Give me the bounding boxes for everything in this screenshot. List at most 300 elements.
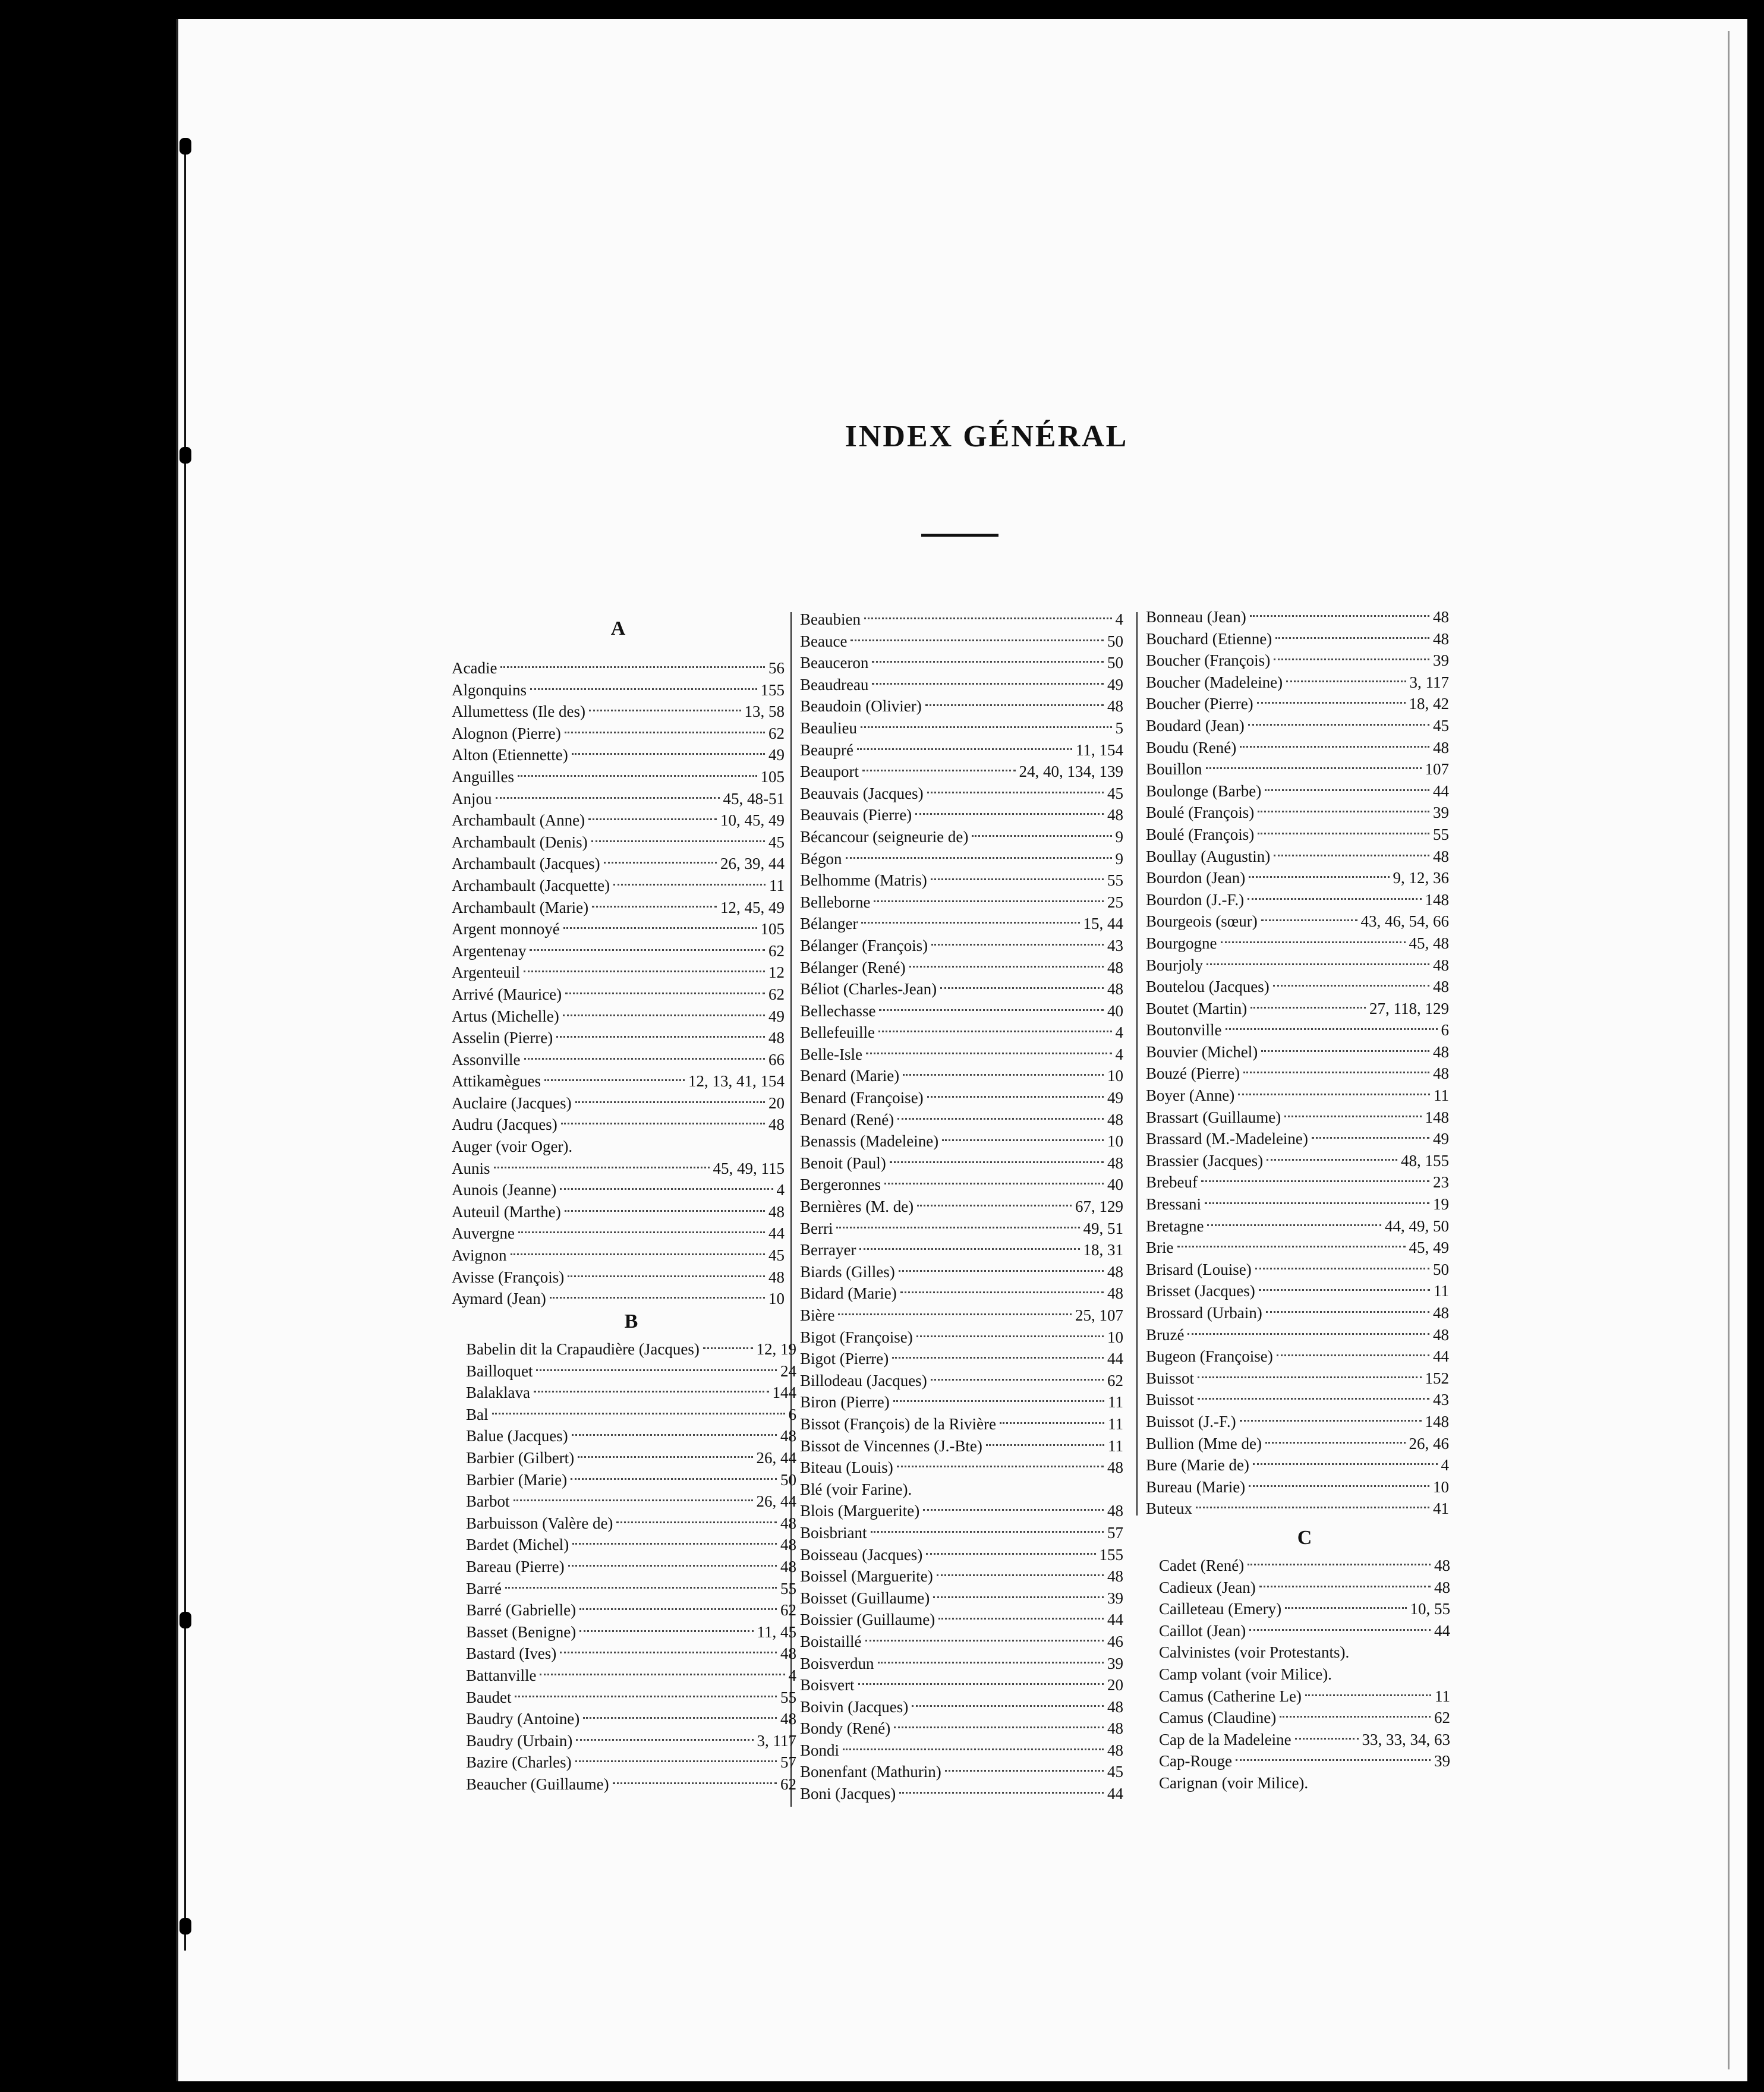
entry-name: Berrayer xyxy=(800,1241,856,1259)
entry-pages: 48 xyxy=(768,1202,785,1221)
entry-name: Bissot de Vincennes (J.-Bte) xyxy=(800,1436,982,1455)
index-entry xyxy=(452,723,785,745)
dot-leader xyxy=(1261,1050,1429,1052)
entry-name: Benard (Marie) xyxy=(800,1067,900,1085)
dot-leader xyxy=(556,1036,765,1038)
entry-name: Boutet (Martin) xyxy=(1146,999,1248,1017)
dot-leader xyxy=(858,1683,1104,1685)
entry-name: Buissot xyxy=(1146,1369,1195,1387)
entry-pages: 50 xyxy=(1107,632,1123,650)
entry-name: Auclaire (Jacques) xyxy=(452,1094,572,1112)
dot-leader xyxy=(616,1521,777,1523)
entry-name: Argenteuil xyxy=(452,963,520,982)
entry-name: Bastard (Ives) xyxy=(466,1644,557,1663)
entry-name: Boisseau (Jacques) xyxy=(800,1545,923,1564)
index-entry xyxy=(452,1201,785,1223)
dot-leader xyxy=(925,704,1104,706)
entry-name: Boudu (René) xyxy=(1146,738,1237,757)
entry-pages: 49 xyxy=(768,1007,785,1025)
index-entry xyxy=(800,761,1123,783)
dot-leader xyxy=(588,818,717,820)
index-entry xyxy=(452,744,785,766)
entry-name: Camus (Catherine Le) xyxy=(1159,1687,1302,1705)
entry-name: Aunois (Jeanne) xyxy=(452,1181,557,1199)
entry-pages: 66 xyxy=(768,1050,785,1069)
dot-leader xyxy=(565,993,765,994)
entry-pages: 48 xyxy=(1433,1042,1449,1061)
entry-pages: 9 xyxy=(1115,827,1123,846)
index-entry xyxy=(800,695,1123,717)
index-entry xyxy=(1146,1476,1449,1498)
dot-leader xyxy=(613,1782,777,1784)
entry-name: Asselin (Pierre) xyxy=(452,1029,553,1047)
entry-pages: 26, 46 xyxy=(1409,1434,1449,1453)
entry-pages: 48 xyxy=(1107,697,1123,716)
index-entry xyxy=(1146,1063,1449,1085)
entry-name: Acadie xyxy=(452,659,497,677)
dot-leader xyxy=(897,1466,1104,1467)
index-entry xyxy=(800,913,1123,935)
entry-pages: 44 xyxy=(1107,1611,1123,1629)
entry-name: Avisse (François) xyxy=(452,1268,565,1286)
dot-leader xyxy=(1305,1694,1431,1696)
entry-name: Argent monnoyé xyxy=(452,920,560,938)
index-entry xyxy=(800,674,1123,696)
dot-leader xyxy=(500,666,765,668)
index-entry xyxy=(800,1631,1123,1653)
index-entry xyxy=(800,1544,1123,1566)
index-entry xyxy=(800,1696,1123,1718)
entry-name: Berri xyxy=(800,1219,833,1237)
entry-pages: 39 xyxy=(1107,1589,1123,1607)
entry-name: Bureau (Marie) xyxy=(1146,1477,1246,1496)
dot-leader xyxy=(927,1096,1104,1098)
dot-leader xyxy=(892,1357,1104,1359)
entry-pages: 11 xyxy=(1435,1687,1450,1705)
index-entry xyxy=(800,717,1123,739)
dot-leader xyxy=(524,1058,765,1060)
entry-pages: 18, 42 xyxy=(1409,695,1449,713)
index-entry xyxy=(1146,1454,1449,1476)
entry-name: Baudry (Urbain) xyxy=(466,1731,573,1750)
entry-list xyxy=(1146,606,1449,1520)
index-entry xyxy=(1146,650,1449,672)
entry-name: Cadet (René) xyxy=(1159,1557,1245,1574)
index-entry xyxy=(452,918,785,940)
index-entry xyxy=(452,1092,785,1114)
dot-leader xyxy=(915,813,1104,815)
dot-leader xyxy=(613,884,766,886)
entry-pages: 9, 12, 36 xyxy=(1393,869,1449,887)
entry-pages: 6 xyxy=(1441,1021,1449,1039)
index-entry xyxy=(800,1065,1123,1087)
index-entry xyxy=(466,1382,796,1404)
index-entry xyxy=(800,1087,1123,1109)
dot-leader xyxy=(1257,702,1406,704)
entry-pages: 152 xyxy=(1425,1369,1449,1387)
index-entry xyxy=(800,1500,1123,1522)
entry-name: Biron (Pierre) xyxy=(800,1393,890,1412)
index-column-b xyxy=(466,1305,796,1795)
dot-leader xyxy=(1250,615,1429,617)
dot-leader xyxy=(494,1167,710,1168)
index-entry xyxy=(466,1534,796,1556)
dot-leader xyxy=(1261,919,1357,921)
index-entry xyxy=(1146,954,1449,976)
index-entry xyxy=(1146,715,1449,737)
dot-leader xyxy=(1248,1564,1431,1565)
entry-pages: 45 xyxy=(1107,1763,1123,1781)
section-letter: C xyxy=(1297,1527,1312,1549)
index-column-b-continued-2 xyxy=(1146,606,1449,1520)
index-entry xyxy=(800,1109,1123,1131)
dot-leader xyxy=(931,1379,1104,1381)
entry-name: Carignan (voir Milice). xyxy=(1159,1773,1309,1792)
entry-pages: 45, 48-51 xyxy=(723,789,785,808)
index-entry xyxy=(1146,737,1449,759)
entry-name: Boutonville xyxy=(1146,1021,1222,1039)
entry-pages: 48 xyxy=(780,1514,796,1532)
index-entry xyxy=(452,766,785,788)
dot-leader xyxy=(1206,767,1422,769)
entry-pages: 9 xyxy=(1115,849,1123,868)
index-entry xyxy=(452,940,785,962)
index-entry xyxy=(800,1239,1123,1261)
entry-pages: 26, 39, 44 xyxy=(720,855,785,873)
entry-name: Boucher (Pierre) xyxy=(1146,695,1253,713)
entry-name: Bure (Marie de) xyxy=(1146,1456,1249,1475)
dot-leader xyxy=(838,1313,1072,1315)
dot-leader xyxy=(576,1739,753,1741)
index-entry xyxy=(466,1360,796,1382)
entry-name: Balaklava xyxy=(466,1384,530,1402)
entry-name: Barré xyxy=(466,1579,502,1598)
index-entry xyxy=(800,1327,1123,1349)
index-entry xyxy=(800,1196,1123,1218)
entry-pages: 48 xyxy=(768,1268,785,1286)
entry-name: Bourdon (Jean) xyxy=(1146,869,1246,887)
entry-pages: 48 xyxy=(1433,1304,1449,1322)
entry-name: Boucher (Madeleine) xyxy=(1146,673,1283,691)
index-entry xyxy=(466,1708,796,1730)
entry-pages: 45, 49 xyxy=(1409,1239,1449,1257)
index-entry xyxy=(1146,846,1449,868)
index-entry xyxy=(466,1491,796,1513)
dot-leader xyxy=(1177,1246,1406,1247)
dot-leader xyxy=(1196,1507,1429,1508)
dot-leader xyxy=(1258,833,1429,834)
dot-leader xyxy=(1198,1376,1421,1378)
entry-pages: 26, 44 xyxy=(756,1448,796,1467)
dot-leader xyxy=(579,1608,777,1610)
entry-pages: 48 xyxy=(1107,1110,1123,1129)
entry-pages: 105 xyxy=(760,767,785,786)
dot-leader xyxy=(568,1275,765,1277)
dot-leader xyxy=(560,1188,773,1190)
entry-pages: 11, 45 xyxy=(757,1622,796,1641)
entry-pages: 13, 58 xyxy=(744,702,785,721)
entry-name: Bélanger xyxy=(800,915,858,933)
index-entry xyxy=(1146,628,1449,650)
index-entry xyxy=(466,1687,796,1709)
entry-name: Boucher (François) xyxy=(1146,651,1271,670)
entry-pages: 44 xyxy=(1434,1621,1450,1640)
entry-pages: 62 xyxy=(1434,1709,1450,1727)
entry-pages: 44 xyxy=(1107,1350,1123,1368)
index-entry xyxy=(800,1174,1123,1196)
entry-pages: 50 xyxy=(1433,1260,1449,1278)
index-entry xyxy=(1146,802,1449,824)
index-entry xyxy=(452,809,785,831)
entry-name: Boulé (François) xyxy=(1146,804,1255,822)
entry-name: Bellechasse xyxy=(800,1001,876,1020)
dot-leader xyxy=(945,1770,1104,1772)
entry-name: Bégon xyxy=(800,849,842,868)
entry-list xyxy=(466,1338,796,1795)
dot-leader xyxy=(561,1123,765,1124)
dot-leader xyxy=(899,1792,1104,1794)
entry-pages: 48 xyxy=(780,1536,796,1554)
index-entry xyxy=(1159,1707,1450,1729)
entry-pages: 45 xyxy=(1433,716,1449,735)
entry-pages: 48 xyxy=(1433,1325,1449,1344)
entry-pages: 48 xyxy=(1107,1154,1123,1172)
index-entry xyxy=(1159,1577,1450,1599)
entry-pages: 48 xyxy=(780,1644,796,1663)
dot-leader xyxy=(1000,1422,1104,1424)
entry-pages: 40 xyxy=(1107,1176,1123,1194)
entry-name: Biards (Gilles) xyxy=(800,1262,895,1281)
entry-name: Barbot xyxy=(466,1492,510,1511)
dot-leader xyxy=(900,1291,1104,1293)
entry-name: Béliot (Charles-Jean) xyxy=(800,980,937,998)
entry-name: Bouillon xyxy=(1146,760,1202,779)
entry-name: Beaulieu xyxy=(800,719,857,737)
entry-name: Brossard (Urbain) xyxy=(1146,1304,1262,1322)
entry-pages: 48 xyxy=(1434,1557,1450,1574)
entry-pages: 48 xyxy=(1433,847,1449,865)
column-divider xyxy=(1136,612,1138,1516)
index-entry xyxy=(1146,998,1449,1020)
dot-leader xyxy=(903,1074,1104,1076)
entry-name: Battanville xyxy=(466,1666,537,1684)
index-entry xyxy=(1146,1259,1449,1281)
entry-pages: 3, 117 xyxy=(1409,673,1449,691)
dot-leader xyxy=(1295,1738,1359,1740)
index-entry xyxy=(800,1653,1123,1675)
index-entry xyxy=(800,609,1123,631)
index-entry xyxy=(800,1479,1123,1501)
entry-name: Beauce xyxy=(800,632,848,650)
dot-leader xyxy=(579,1630,753,1632)
entry-name: Bourjoly xyxy=(1146,956,1204,974)
dot-leader xyxy=(861,726,1112,728)
index-entry xyxy=(800,1565,1123,1587)
dot-leader xyxy=(536,1369,777,1371)
entry-pages: 39 xyxy=(1433,651,1449,670)
entry-pages: 26, 44 xyxy=(756,1492,796,1511)
dot-leader xyxy=(1285,1607,1406,1609)
index-entry xyxy=(1146,1171,1449,1193)
entry-name: Bardet (Michel) xyxy=(466,1536,569,1554)
entry-pages: 155 xyxy=(760,680,785,699)
index-entry xyxy=(466,1425,796,1447)
entry-name: Bouzé (Pierre) xyxy=(1146,1064,1240,1083)
entry-pages: 48 xyxy=(1433,1064,1449,1083)
index-entry xyxy=(800,1457,1123,1479)
dot-leader xyxy=(1236,1759,1431,1761)
entry-pages: 62 xyxy=(768,941,785,960)
entry-pages: 105 xyxy=(760,920,785,938)
index-entry xyxy=(452,984,785,1006)
entry-name: Bal xyxy=(466,1405,489,1423)
entry-pages: 4 xyxy=(1115,1023,1123,1042)
entry-pages: 56 xyxy=(768,659,785,677)
entry-pages: 11 xyxy=(1108,1414,1123,1433)
dot-leader xyxy=(583,1717,777,1719)
entry-pages: 33, 33, 34, 63 xyxy=(1362,1730,1450,1748)
entry-pages: 44 xyxy=(768,1224,785,1243)
index-entry xyxy=(1146,932,1449,954)
index-entry xyxy=(1159,1663,1450,1685)
entry-name: Bissot (François) de la Rivière xyxy=(800,1414,996,1433)
entry-name: Argentenay xyxy=(452,941,527,960)
index-entry xyxy=(800,1718,1123,1740)
entry-pages: 62 xyxy=(1107,1371,1123,1390)
entry-pages: 25, 107 xyxy=(1075,1306,1123,1324)
dot-leader xyxy=(534,1391,769,1392)
entry-name: Artus (Michelle) xyxy=(452,1007,559,1025)
entry-name: Boulé (François) xyxy=(1146,825,1255,843)
entry-pages: 62 xyxy=(780,1601,796,1620)
entry-pages: 48 xyxy=(780,1710,796,1728)
entry-name: Aunis xyxy=(452,1159,490,1177)
entry-name: Bergeronnes xyxy=(800,1176,881,1194)
entry-name: Beauvais (Jacques) xyxy=(800,784,924,802)
entry-name: Bouchard (Etienne) xyxy=(1146,629,1272,648)
entry-list xyxy=(1159,1555,1450,1794)
entry-pages: 12 xyxy=(768,963,785,982)
dot-leader xyxy=(571,1478,777,1480)
dot-leader xyxy=(1274,855,1429,856)
entry-name: Boissel (Marguerite) xyxy=(800,1567,933,1586)
dot-leader xyxy=(923,1509,1104,1511)
dot-leader xyxy=(1240,746,1429,748)
entry-name: Bazire (Charles) xyxy=(466,1753,572,1772)
index-entry xyxy=(466,1338,796,1360)
dot-leader xyxy=(505,1587,777,1589)
entry-pages: 48 xyxy=(1107,1741,1123,1759)
index-entry xyxy=(1159,1642,1450,1663)
entry-name: Beauvais (Pierre) xyxy=(800,806,912,824)
dot-leader xyxy=(524,971,765,972)
entry-name: Auteuil (Marthe) xyxy=(452,1202,561,1221)
entry-pages: 48 xyxy=(1433,956,1449,974)
entry-pages: 48 xyxy=(1107,1458,1123,1477)
entry-name: Boulonge (Barbe) xyxy=(1146,782,1262,800)
dot-leader xyxy=(1277,1354,1429,1356)
dot-leader xyxy=(1275,637,1429,639)
entry-name: Brisard (Louise) xyxy=(1146,1260,1252,1278)
entry-name: Anguilles xyxy=(452,767,514,786)
index-entry xyxy=(1146,1215,1449,1237)
index-entry xyxy=(452,831,785,853)
index-entry xyxy=(1159,1555,1450,1577)
index-entry xyxy=(800,1370,1123,1392)
dot-leader xyxy=(836,1227,1079,1228)
entry-name: Boudard (Jean) xyxy=(1146,716,1245,735)
dot-leader xyxy=(1250,1007,1366,1009)
entry-name: Caillot (Jean) xyxy=(1159,1621,1246,1640)
entry-name: Brisset (Jacques) xyxy=(1146,1282,1255,1300)
entry-name: Archambault (Anne) xyxy=(452,811,585,830)
entry-pages: 148 xyxy=(1425,1412,1449,1431)
dot-leader xyxy=(1265,789,1429,791)
entry-pages: 11 xyxy=(1108,1436,1123,1455)
entry-name: Babelin dit la Crapaudière (Jacques) xyxy=(466,1340,700,1358)
index-entry xyxy=(1146,606,1449,628)
index-entry xyxy=(800,1522,1123,1544)
index-entry xyxy=(1146,693,1449,715)
entry-pages: 48 xyxy=(1434,1578,1450,1596)
dot-leader xyxy=(931,878,1104,880)
entry-name: Bullion (Mme de) xyxy=(1146,1434,1262,1453)
entry-pages: 48 xyxy=(1433,608,1449,626)
index-entry xyxy=(466,1513,796,1535)
index-entry xyxy=(452,1223,785,1245)
entry-pages: 6 xyxy=(788,1405,796,1423)
index-entry xyxy=(466,1556,796,1578)
entry-name: Barbier (Marie) xyxy=(466,1470,568,1489)
dot-leader xyxy=(1286,680,1406,682)
dot-leader xyxy=(578,1456,752,1458)
index-entry xyxy=(1146,1368,1449,1390)
dot-leader xyxy=(1249,1485,1429,1487)
index-entry xyxy=(466,1773,796,1795)
dot-leader xyxy=(942,1139,1104,1141)
entry-name: Algonquins xyxy=(452,680,527,699)
entry-name: Beauceron xyxy=(800,654,869,672)
dot-leader xyxy=(931,944,1104,946)
entry-pages: 50 xyxy=(780,1470,796,1489)
index-entry xyxy=(1146,976,1449,998)
index-column-b-continued xyxy=(800,609,1123,1805)
entry-pages: 144 xyxy=(772,1384,796,1402)
index-entry xyxy=(1146,867,1449,889)
index-entry xyxy=(452,875,785,897)
dot-leader xyxy=(563,927,757,929)
entry-name: Boivin (Jacques) xyxy=(800,1697,909,1716)
dot-leader xyxy=(916,1335,1104,1337)
entry-pages: 44 xyxy=(1107,1785,1123,1803)
index-entry xyxy=(466,1447,796,1469)
title-rule xyxy=(921,534,998,537)
dot-leader xyxy=(565,732,765,733)
index-entry xyxy=(800,1609,1123,1631)
index-entry xyxy=(1159,1620,1450,1642)
entry-name: Belhomme (Matris) xyxy=(800,871,927,890)
entry-pages: 48 xyxy=(768,1116,785,1134)
entry-pages: 48 xyxy=(768,1029,785,1047)
entry-name: Brassier (Jacques) xyxy=(1146,1151,1264,1170)
dot-leader xyxy=(496,797,720,799)
entry-pages: 12, 19 xyxy=(756,1340,796,1358)
dot-leader xyxy=(563,1015,765,1016)
entry-pages: 18, 31 xyxy=(1083,1241,1123,1259)
entry-pages: 4 xyxy=(1115,1045,1123,1063)
index-entry xyxy=(800,848,1123,870)
entry-pages: 44 xyxy=(1433,782,1449,800)
